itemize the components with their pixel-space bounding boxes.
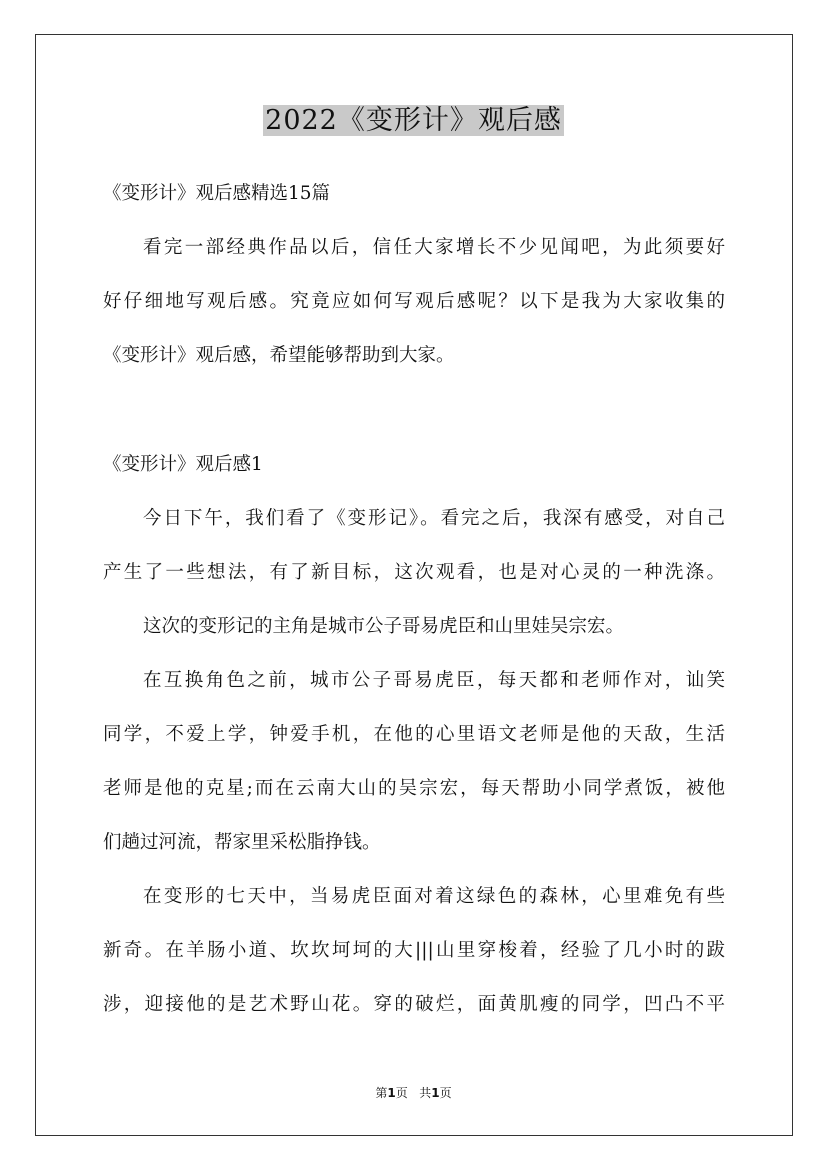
paragraph-4-line-1: 在变形的七天中，当易虎臣面对着这绿色的森林，心里难免有些: [143, 886, 725, 907]
page-prefix: 第: [375, 1086, 388, 1100]
paragraph-3-line-2: 同学，不爱上学，钟爱手机，在他的心里语文老师是他的天敌，生活: [103, 724, 725, 745]
page-suffix: 页: [395, 1086, 408, 1100]
total-prefix: 共: [419, 1086, 432, 1100]
paragraph-3-line-3: 老师是他的克星;而在云南大山的吴宗宏，每天帮助小同学煮饭，被他: [103, 778, 725, 799]
intro-line-2: 好仔细地写观后感。究竟应如何写观后感呢？以下是我为大家收集的: [103, 291, 725, 312]
page-footer: [0, 1084, 827, 1101]
paragraph-4-line-3: 涉，迎接他的是艺术野山花。穿的破烂，面黄肌瘦的同学，凹凸不平: [103, 994, 725, 1015]
intro-line-1: 看完一部经典作品以后，信任大家增长不少见闻吧，为此须要好: [143, 237, 725, 258]
intro-line-3: 《变形计》观后感，希望能够帮助到大家。: [103, 345, 455, 366]
paragraph-2-line-1: 这次的变形记的主角是城市公子哥易虎臣和山里娃吴宗宏。: [143, 616, 625, 637]
paragraph-1-line-2: 产生了一些想法，有了新目标，这次观看，也是对心灵的一种洗涤。: [103, 562, 725, 583]
paragraph-3-line-1: 在互换角色之前，城市公子哥易虎臣，每天都和老师作对，讪笑: [143, 670, 725, 691]
total-pages: 1: [431, 1086, 440, 1100]
page-number: 1: [387, 1086, 396, 1100]
subtitle: 《变形计》观后感精选15篇: [103, 183, 331, 204]
paragraph-4-line-2: 新奇。在羊肠小道、坎坎坷坷的大|||山里穿梭着，经验了几小时的跋: [103, 940, 725, 961]
total-suffix: 页: [439, 1086, 452, 1100]
paragraph-1-line-1: 今日下午，我们看了《变形记》。看完之后，我深有感受，对自己: [143, 508, 725, 529]
document-title: 2022《变形计》观后感: [265, 105, 562, 136]
paragraph-3-line-4: 们趟过河流，帮家里采松脂挣钱。: [103, 832, 381, 853]
section-heading: 《变形计》观后感1: [103, 454, 263, 475]
